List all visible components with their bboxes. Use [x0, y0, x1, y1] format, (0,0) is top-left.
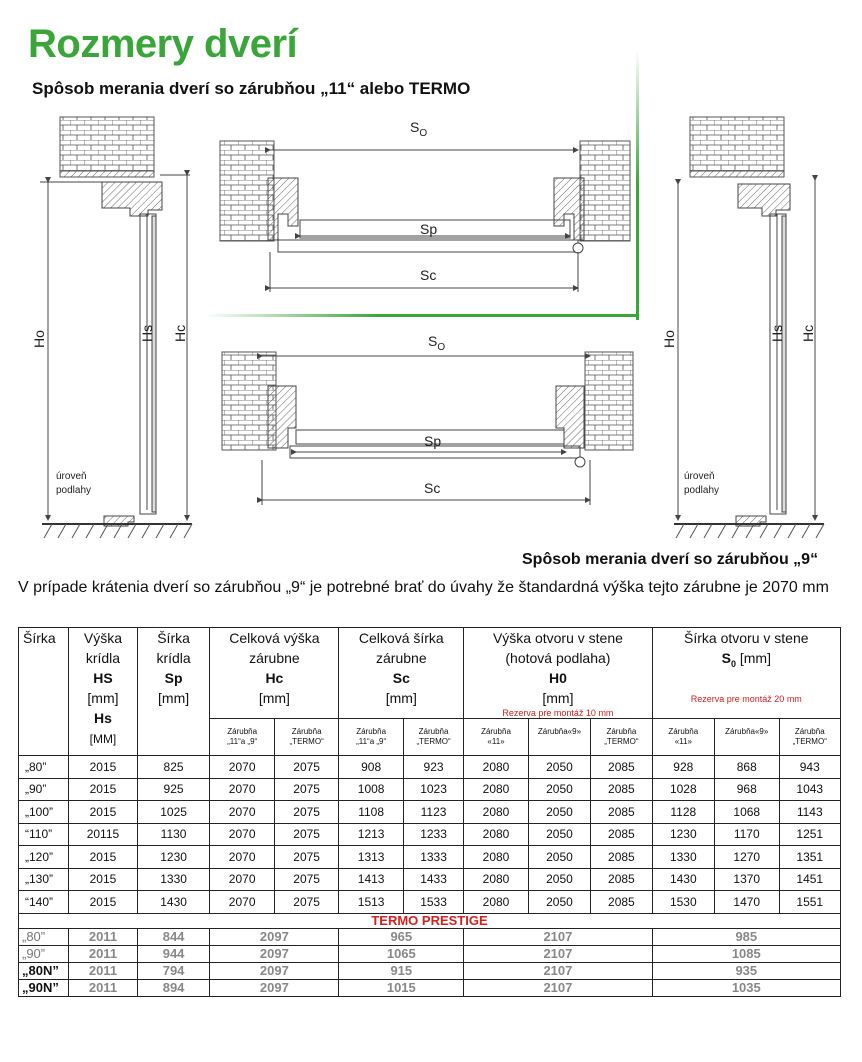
- table-cell: 1043: [779, 778, 841, 801]
- prestige-size-cell: „80N”: [19, 962, 69, 979]
- table-row: [19, 801, 841, 824]
- prestige-cell: 844: [137, 928, 210, 945]
- table-cell: 1330: [137, 868, 210, 891]
- table-cell: 868: [715, 756, 779, 779]
- table-cell: 1451: [779, 868, 841, 891]
- table-cell: 1028: [652, 778, 714, 801]
- label-hc-right: Hc: [800, 324, 816, 342]
- label-hs-left: Hs: [139, 324, 155, 342]
- table-cell: 1551: [779, 891, 841, 914]
- table-cell: 1130: [137, 823, 210, 846]
- floor-label-left-2: podlahy: [56, 485, 92, 496]
- table-cell: 2015: [69, 756, 138, 779]
- prestige-size-cell: „90”: [19, 945, 69, 962]
- table-cell: 925: [137, 778, 210, 801]
- table-cell: 1251: [779, 823, 841, 846]
- table-cell: 2075: [274, 778, 338, 801]
- table-cell: 2075: [274, 801, 338, 824]
- table-cell: 1333: [403, 846, 463, 869]
- table-cell: 1313: [339, 846, 403, 869]
- prestige-cell: 2107: [464, 979, 652, 996]
- table-cell: 2050: [528, 891, 590, 914]
- prestige-cell: 1035: [652, 979, 840, 996]
- prestige-cell: 2107: [464, 962, 652, 979]
- table-cell: 2085: [591, 868, 652, 891]
- table-cell: 2075: [274, 756, 338, 779]
- table-cell: 1023: [403, 778, 463, 801]
- subheader-s0-termo: Zárubňa „TERMO“: [779, 719, 841, 756]
- prestige-cell: 794: [137, 962, 210, 979]
- row-size-cell: “140”: [19, 891, 69, 914]
- header-celkova-sirka: Celková šírka zárubne Sc [mm]: [339, 628, 464, 719]
- subheader-s0-9: Zárubňa«9»: [715, 719, 779, 756]
- label-so-top: $S_O$: [410, 119, 428, 139]
- green-separator-horizontal: [205, 314, 639, 317]
- table-cell: 908: [339, 756, 403, 779]
- prestige-cell: 2011: [69, 928, 138, 945]
- table-cell: 2085: [591, 891, 652, 914]
- table-cell: 2080: [464, 778, 528, 801]
- table-cell: 2015: [69, 868, 138, 891]
- prestige-cell: 2011: [69, 945, 138, 962]
- label-sc-bottom: Sc: [424, 480, 441, 496]
- table-row: [19, 778, 841, 801]
- table-cell: 1351: [779, 846, 841, 869]
- table-cell: 2080: [464, 756, 528, 779]
- table-cell: 1470: [715, 891, 779, 914]
- prestige-cell: 915: [339, 962, 464, 979]
- table-cell: 1430: [137, 891, 210, 914]
- table-row: [19, 823, 841, 846]
- subheader-hc-termo: Zárubňa „TERMO“: [274, 719, 338, 756]
- table-cell: 923: [403, 756, 463, 779]
- subheader-s0-11: Zárubňa «11»: [652, 719, 714, 756]
- table-cell: 1233: [403, 823, 463, 846]
- table-cell: 2085: [591, 801, 652, 824]
- prestige-cell: 2011: [69, 979, 138, 996]
- reserve-note-height: Rezerva pre montáž 10 mm: [502, 708, 614, 718]
- prestige-cell: 2011: [69, 962, 138, 979]
- table-cell: 1530: [652, 891, 714, 914]
- label-sc-top: Sc: [420, 267, 437, 283]
- label-hs-right: Hs: [769, 324, 785, 342]
- row-size-cell: „120”: [19, 846, 69, 869]
- prestige-cell: 1085: [652, 945, 840, 962]
- table-row: [19, 891, 841, 914]
- table-cell: 2085: [591, 756, 652, 779]
- reserve-note-width: Rezerva pre montáž 20 mm: [690, 693, 802, 704]
- row-size-cell: „90”: [19, 778, 69, 801]
- table-cell: 1413: [339, 868, 403, 891]
- header-sirka-kridla: Šírka krídla Sp [mm]: [137, 628, 210, 756]
- table-cell: 1170: [715, 823, 779, 846]
- prestige-cell: 2097: [210, 928, 339, 945]
- table-cell: 1108: [339, 801, 403, 824]
- subheader-h0-11: Zárubňa «11»: [464, 719, 528, 756]
- prestige-cell: 944: [137, 945, 210, 962]
- prestige-cell: 2107: [464, 928, 652, 945]
- table-cell: 1430: [652, 868, 714, 891]
- floor-label-left-1: úroveň: [56, 471, 87, 482]
- prestige-cell: 2097: [210, 962, 339, 979]
- subtitle-bottom: Spôsob merania dverí so zárubňou „9“: [522, 551, 819, 568]
- subheader-h0-termo: Zárubňa „TERMO“: [591, 719, 652, 756]
- prestige-cell: 2097: [210, 945, 339, 962]
- prestige-row: [19, 945, 841, 962]
- row-size-cell: „100”: [19, 801, 69, 824]
- label-sp-top: Sp: [420, 221, 438, 237]
- table-cell: 825: [137, 756, 210, 779]
- header-sirka-otvoru: Šírka otvoru v stene $S_0$ [mm] Rezerva pre montáž 20 mm: [652, 628, 840, 719]
- prestige-cell: 894: [137, 979, 210, 996]
- prestige-row: [19, 979, 841, 996]
- table-cell: 2085: [591, 846, 652, 869]
- header-vyska-otvoru: Výška otvoru v stene (hotová podlaha) H0 [mm] Rezerva pre montáž 10 mm: [464, 628, 652, 719]
- subheader-sc-termo: Zárubňa „TERMO“: [403, 719, 463, 756]
- header-sirka: Šírka: [19, 628, 69, 756]
- prestige-size-cell: „90N”: [19, 979, 69, 996]
- table-cell: 2070: [210, 846, 274, 869]
- table-cell: 2015: [69, 801, 138, 824]
- prestige-cell: 2097: [210, 979, 339, 996]
- termo-prestige-title: TERMO PRESTIGE: [19, 913, 841, 928]
- table-cell: 1128: [652, 801, 714, 824]
- prestige-row: [19, 962, 841, 979]
- table-row: [19, 846, 841, 869]
- prestige-size-cell: „80”: [19, 928, 69, 945]
- table-cell: 2070: [210, 756, 274, 779]
- table-cell: 2015: [69, 778, 138, 801]
- table-cell: 2015: [69, 846, 138, 869]
- table-cell: 1370: [715, 868, 779, 891]
- table-cell: 2075: [274, 823, 338, 846]
- table-cell: 1008: [339, 778, 403, 801]
- prestige-cell: 2107: [464, 945, 652, 962]
- floor-label-right-1: úroveň: [684, 471, 715, 482]
- table-cell: 2075: [274, 868, 338, 891]
- table-cell: 2075: [274, 891, 338, 914]
- prestige-cell: 985: [652, 928, 840, 945]
- table-cell: 943: [779, 756, 841, 779]
- table-cell: 1213: [339, 823, 403, 846]
- label-ho-right: Ho: [661, 330, 677, 348]
- label-so-bottom: $S_O$: [428, 333, 446, 353]
- table-cell: 2080: [464, 868, 528, 891]
- row-size-cell: „80”: [19, 756, 69, 779]
- table-cell: 2080: [464, 823, 528, 846]
- table-cell: 2015: [69, 891, 138, 914]
- table-cell: 1068: [715, 801, 779, 824]
- prestige-cell: 1065: [339, 945, 464, 962]
- page-title: Rozmery dverí: [28, 22, 298, 66]
- table-cell: 1123: [403, 801, 463, 824]
- table-cell: 2070: [210, 891, 274, 914]
- floor-label-right-2: podlahy: [684, 485, 720, 496]
- table-cell: 2050: [528, 778, 590, 801]
- table-cell: 1025: [137, 801, 210, 824]
- label-hc-left: Hc: [172, 324, 188, 342]
- header-vyska-kridla: Výška krídla HS [mm] Hs [MM]: [69, 628, 138, 756]
- table-cell: 1143: [779, 801, 841, 824]
- table-row: [19, 868, 841, 891]
- table-cell: 2050: [528, 801, 590, 824]
- table-cell: 968: [715, 778, 779, 801]
- table-cell: 928: [652, 756, 714, 779]
- table-cell: 2050: [528, 846, 590, 869]
- green-separator-vertical: [636, 50, 639, 320]
- row-size-cell: “110”: [19, 823, 69, 846]
- table-cell: 1330: [652, 846, 714, 869]
- prestige-cell: 1015: [339, 979, 464, 996]
- table-cell: 2070: [210, 868, 274, 891]
- table-cell: 2085: [591, 778, 652, 801]
- subheader-sc-11-9: Zárubňa „11“a „9“: [339, 719, 403, 756]
- table-cell: 2075: [274, 846, 338, 869]
- subtitle-top: Spôsob merania dverí so zárubňou „11“ alebo TERMO: [32, 79, 471, 98]
- prestige-row: [19, 928, 841, 945]
- label-sp-bottom: Sp: [424, 433, 442, 449]
- table-cell: 2050: [528, 868, 590, 891]
- table-cell: 1433: [403, 868, 463, 891]
- label-ho-left: Ho: [31, 330, 47, 348]
- table-cell: 2080: [464, 846, 528, 869]
- header-celkova-vyska: Celková výška zárubne Hc [mm]: [210, 628, 339, 719]
- subheader-h0-9: Zárubňa«9»: [528, 719, 590, 756]
- table-cell: 2070: [210, 801, 274, 824]
- table-cell: 2050: [528, 823, 590, 846]
- dimensions-table: [18, 627, 841, 997]
- table-cell: 2085: [591, 823, 652, 846]
- table-cell: 20115: [69, 823, 138, 846]
- table-cell: 1533: [403, 891, 463, 914]
- table-cell: 1270: [715, 846, 779, 869]
- note-text: V prípade krátenia dverí so zárubňou „9“ je potrebné brať do úvahy že štandardná výška tejto zárubne je 2070 mm: [18, 579, 829, 596]
- table-cell: 1230: [137, 846, 210, 869]
- row-size-cell: „130”: [19, 868, 69, 891]
- table-cell: 2080: [464, 801, 528, 824]
- prestige-cell: 965: [339, 928, 464, 945]
- table-cell: 1513: [339, 891, 403, 914]
- table-cell: 2080: [464, 891, 528, 914]
- table-cell: 2070: [210, 778, 274, 801]
- subheader-hc-11-9: Zárubňa „11“a „9“: [210, 719, 274, 756]
- table-row: [19, 756, 841, 779]
- table-cell: 1230: [652, 823, 714, 846]
- table-cell: 2070: [210, 823, 274, 846]
- prestige-cell: 935: [652, 962, 840, 979]
- table-cell: 2050: [528, 756, 590, 779]
